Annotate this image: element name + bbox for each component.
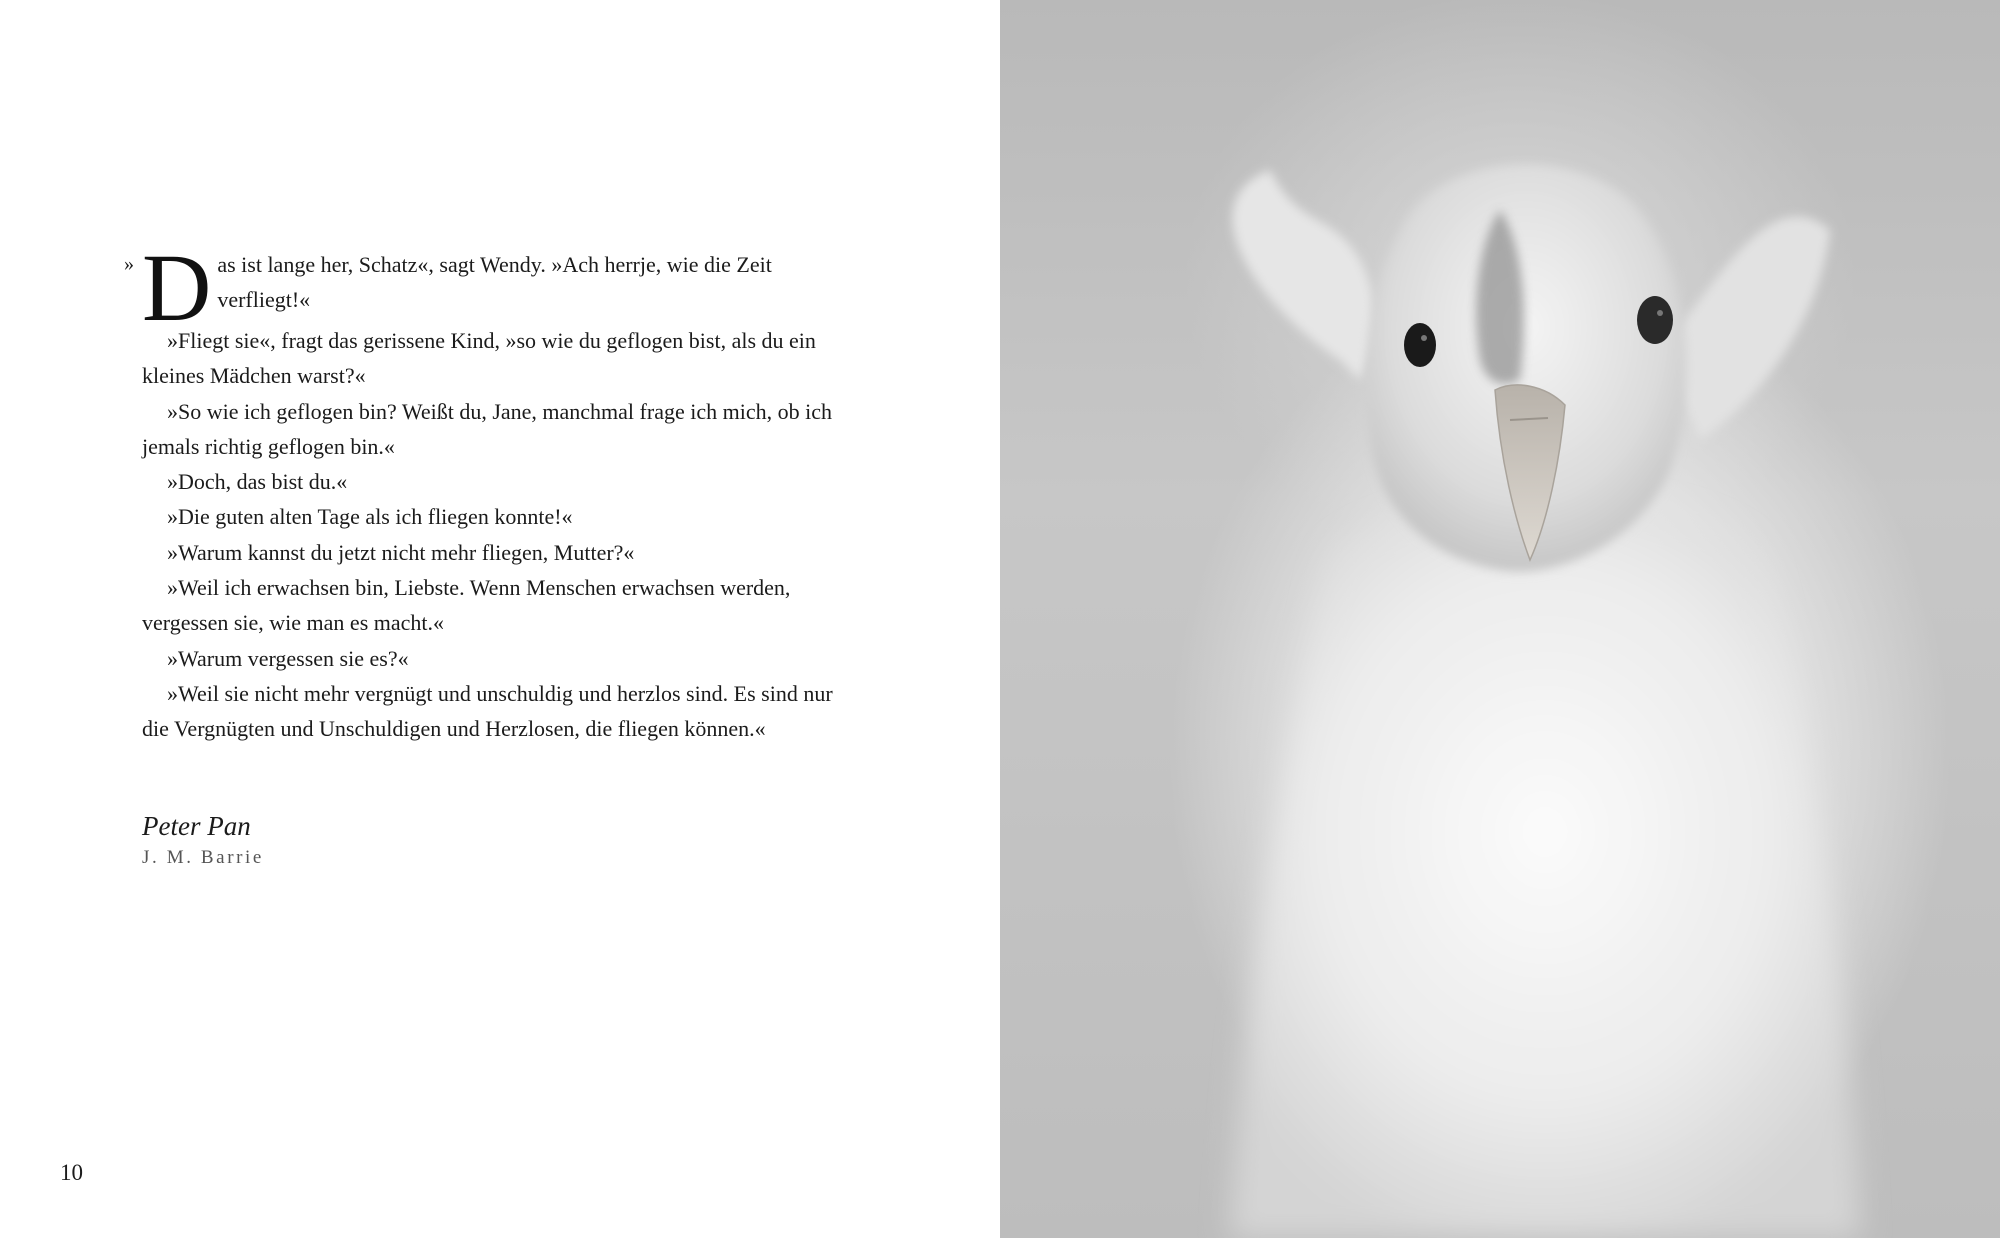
dialogue-paragraph: »Die guten alten Tage als ich fliegen konnte!« xyxy=(167,504,573,530)
chicken-photo xyxy=(1000,0,2000,1238)
dialogue-paragraph: »Warum vergessen sie es?« xyxy=(167,645,409,671)
dialogue-paragraph: »Warum kannst du jetzt nicht mehr fliegen, Mutter?« xyxy=(167,539,635,565)
dialogue-paragraph: »Weil ich erwachsen bin, Liebste. Wenn Menschen erwachsen werden, vergessen sie, wie man es macht.« xyxy=(142,575,791,636)
dialogue-paragraph: »So wie ich geflogen bin? Weißt du, Jane, manchmal frage ich mich, ob ich jemals richtig geflogen bin.« xyxy=(142,398,832,459)
dialogue-text xyxy=(124,234,862,747)
page-number: 10 xyxy=(60,1160,83,1185)
opening-quote: » xyxy=(124,253,134,275)
left-eye-icon xyxy=(1404,323,1436,367)
attribution xyxy=(142,808,264,872)
right-eye-icon xyxy=(1637,296,1673,344)
first-line-text: as ist lange her, Schatz«, sagt Wendy. »Ach herrje, wie die Zeit verfliegt!« xyxy=(217,252,772,313)
dialogue-paragraph: »Fliegt sie«, fragt das gerissene Kind, »so wie du geflogen bist, als du ein kleines Mädchen warst?« xyxy=(142,328,816,389)
left-feather-tuft xyxy=(1233,170,1375,380)
work-title: Peter Pan xyxy=(142,811,251,841)
chicken-portrait-icon xyxy=(1000,0,2000,1238)
right-feather-tuft xyxy=(1660,217,1830,440)
dialogue-paragraph: »Weil sie nicht mehr vergnügt und unschuldig und herzlos sind. Es sind nur die Vergnügten und Unschuldigen und Herzlosen, die fliegen können.« xyxy=(142,680,833,742)
author-name: J. M. Barrie xyxy=(142,847,264,868)
dialogue-paragraph: »Doch, das bist du.« xyxy=(167,469,348,495)
chicken-body xyxy=(1230,500,1860,1238)
first-paragraph xyxy=(124,234,862,341)
drop-cap: D xyxy=(142,234,212,341)
